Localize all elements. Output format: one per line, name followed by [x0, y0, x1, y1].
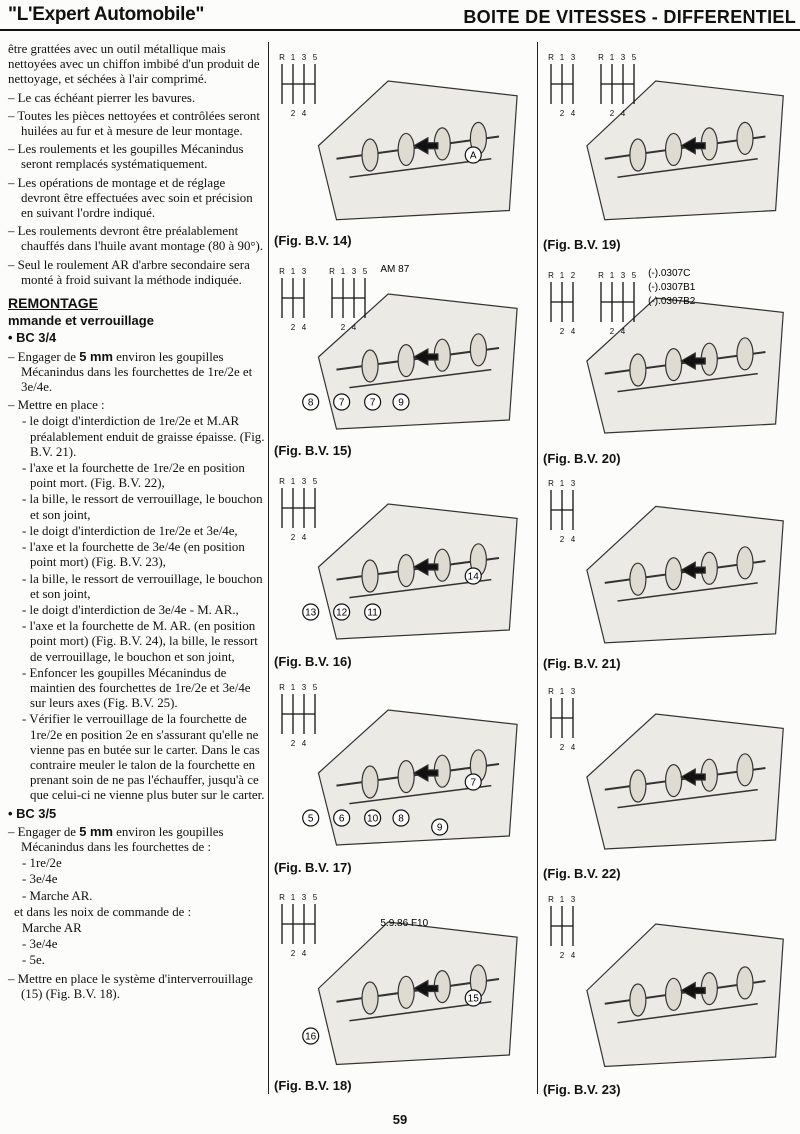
- figure-caption: (Fig. B.V. 15): [274, 443, 352, 458]
- gear-label: 1: [290, 53, 296, 62]
- gear-label: R: [548, 687, 554, 696]
- figure-7: [272, 674, 530, 854]
- callout-label: (-).0307B1: [648, 282, 696, 293]
- figure-illustration: [541, 886, 796, 1076]
- figure-3: [272, 258, 530, 438]
- magazine-title: "L'Expert Automobile": [8, 4, 205, 25]
- figure-illustration: [541, 44, 796, 229]
- fork-part: [666, 978, 682, 1010]
- sub-item-2: - l'axe et la fourchette de 1re/2e en position point mort. (Fig. B.V. 22),: [22, 461, 245, 491]
- gear-label: R: [279, 477, 285, 486]
- heading-bc35: • BC 3/5: [8, 805, 57, 821]
- heading-remontage: REMONTAGE: [8, 295, 98, 312]
- gear-label: 2: [609, 109, 615, 118]
- housing-outline: [318, 710, 517, 845]
- gear-label: 4: [301, 533, 307, 542]
- housing-outline: [318, 294, 517, 429]
- fork-part: [737, 547, 753, 579]
- gear-label: 2: [609, 327, 615, 336]
- figure-illustration: [272, 258, 530, 438]
- gear-label: 4: [351, 323, 357, 332]
- sub-item-4: - le doigt d'interdiction de 1re/2e et 3e/4e,: [22, 523, 238, 538]
- fork-part: [630, 139, 646, 171]
- gear-label: 4: [570, 109, 576, 118]
- gear-grid: [548, 895, 576, 960]
- gear-grid: [548, 271, 637, 336]
- sub-item-7: - le doigt d'interdiction de 3e/4e - M. AR.,: [22, 602, 239, 617]
- fork-part: [666, 133, 682, 165]
- gear-label: R: [279, 53, 285, 62]
- fork-part: [470, 334, 486, 366]
- fork-part: [362, 139, 378, 171]
- callout-label: 10: [367, 813, 379, 825]
- gear-label: 1: [559, 895, 565, 904]
- fork-part: [737, 754, 753, 786]
- fork-part: [666, 558, 682, 590]
- figure-8: [541, 678, 796, 858]
- housing-outline: [587, 506, 783, 643]
- gear-label: 3: [301, 53, 307, 62]
- figure-caption: (Fig. B.V. 21): [543, 656, 621, 671]
- item-deburr: – Le cas échéant pierrer les bavures.: [8, 90, 196, 105]
- sub-item-8: - l'axe et la fourchette de M. AR. (en position point mort) (Fig. B.V. 24), la bille, le ressort de verrouillage, le bouchon et son joint,: [22, 619, 258, 664]
- figure-caption: (Fig. B.V. 17): [274, 860, 352, 875]
- figure-5: [272, 468, 530, 648]
- gear-label: 5: [631, 53, 637, 62]
- gear-label: 2: [290, 323, 296, 332]
- list-item-7: - 5e.: [22, 953, 45, 968]
- fork-part: [666, 349, 682, 381]
- gear-label: 4: [570, 951, 576, 960]
- gearbox-drawing: [318, 81, 517, 220]
- callout-label: 7: [338, 397, 345, 409]
- gear-label: 3: [570, 53, 576, 62]
- figure-caption: (Fig. B.V. 14): [274, 233, 352, 248]
- gear-label: 5: [362, 267, 368, 276]
- gear-label: 5: [312, 53, 318, 62]
- gear-label: 2: [570, 271, 576, 280]
- figure-10: [541, 886, 796, 1076]
- list-item-4: et dans les noix de commande de :: [14, 904, 192, 919]
- callout-label: 9: [398, 397, 404, 409]
- gearbox-drawing: [318, 294, 517, 429]
- gear-label: R: [329, 267, 335, 276]
- gear-label: 5: [631, 271, 637, 280]
- callout-label: 8: [398, 813, 404, 825]
- housing-outline: [587, 298, 783, 433]
- sub-item-6: - la bille, le ressort de verrouillage, le bouchon et son joint,: [22, 571, 263, 601]
- gear-label: 5: [312, 477, 318, 486]
- callout-label: 9: [436, 822, 443, 834]
- gearbox-drawing: [587, 298, 783, 433]
- figure-illustration: [272, 884, 530, 1074]
- heading-bc34: • BC 3/4: [8, 330, 57, 346]
- item-engage-pins-1: – Engager de 5 mm environ les goupilles Mécanindus dans les fourchettes de 1re/2e et 3e/4e.: [8, 348, 253, 395]
- gear-label: 2: [559, 743, 565, 752]
- figure-6: [541, 470, 796, 652]
- figure-illustration: [541, 470, 796, 652]
- fork-part: [630, 563, 646, 595]
- gear-label: 1: [559, 479, 565, 488]
- callout-label: 12: [336, 607, 348, 619]
- item-cold-bearing: – Seul le roulement AR d'arbre secondaire sera monté à froid suivant la méthode indiquée.: [8, 257, 250, 287]
- callout-label: 6: [338, 813, 345, 825]
- housing-outline: [318, 81, 517, 220]
- gearbox-drawing: [587, 506, 783, 643]
- housing-outline: [318, 922, 517, 1065]
- gear-label: R: [279, 893, 285, 902]
- gearbox-drawing: [318, 504, 517, 639]
- figure-2: [541, 44, 796, 229]
- gear-label: 3: [351, 267, 357, 276]
- figure-caption: (Fig. B.V. 18): [274, 1078, 352, 1093]
- gear-label: 3: [301, 477, 307, 486]
- figure-9: [272, 884, 530, 1074]
- gear-label: 2: [559, 951, 565, 960]
- callout-label: 15: [467, 993, 479, 1005]
- gear-label: R: [548, 895, 554, 904]
- callout-label: AM 87: [380, 264, 410, 275]
- figure-4: [541, 262, 796, 442]
- gear-label: 1: [609, 271, 615, 280]
- gear-label: 1: [290, 683, 296, 692]
- gear-label: 4: [620, 327, 626, 336]
- gear-label: 2: [559, 327, 565, 336]
- paragraph-cleaning: être grattées avec un outil métallique mais nettoyées avec un chiffon imbibé d'un produit de nettoyage, et séchées à l'air comprimé.: [8, 42, 260, 87]
- fork-part: [630, 984, 646, 1016]
- gearbox-drawing: [587, 714, 783, 849]
- figure-caption: (Fig. B.V. 20): [543, 451, 621, 466]
- gear-label: 3: [301, 267, 307, 276]
- sub-item-5: - l'axe et la fourchette de 3e/4e (en position point mort) (Fig. B.V. 23),: [22, 540, 245, 570]
- gear-label: R: [598, 271, 604, 280]
- fork-part: [398, 761, 414, 793]
- callout-label: (-).0307C: [648, 268, 691, 279]
- gear-grid: [279, 53, 318, 118]
- fork-part: [362, 560, 378, 592]
- gear-label: 3: [301, 893, 307, 902]
- gear-label: 2: [559, 535, 565, 544]
- callout-label: A: [469, 150, 477, 162]
- gear-grid: [548, 479, 576, 544]
- fork-part: [737, 338, 753, 370]
- text-column: [8, 42, 266, 1002]
- gear-label: R: [548, 53, 554, 62]
- gear-label: 4: [301, 109, 307, 118]
- header-rule: [0, 29, 800, 31]
- gear-grid: [548, 687, 576, 752]
- gear-label: 2: [290, 949, 296, 958]
- item-assembly-order: – Les opérations de montage et de réglage devront être effectuées avec soin et précision en suivant l'ordre indiqué.: [8, 175, 253, 221]
- gear-label: 1: [609, 53, 615, 62]
- gear-label: 2: [340, 323, 346, 332]
- gear-label: 3: [620, 53, 626, 62]
- sub-item-10: - Vérifier le verrouillage de la fourchette de 1re/2e en position 2e en s'assurant qu'elle ne vienne pas en butée sur le carter. Dans le cas contraire meuler le talon de la fourchette en prenant soin de ne pas l'échauffer, jusqu'à ce que celui-ci ne vienne plus buter sur le carter.: [22, 712, 265, 803]
- gear-grid: [279, 893, 318, 958]
- callout-label: 14: [467, 571, 479, 583]
- gear-label: 5: [312, 683, 318, 692]
- item-interlock: – Mettre en place le système d'interverrouillage (15) (Fig. B.V. 18).: [8, 971, 253, 1001]
- fork-part: [362, 766, 378, 798]
- gear-label: 2: [559, 109, 565, 118]
- gear-label: 4: [570, 327, 576, 336]
- fork-part: [737, 122, 753, 154]
- gear-label: 1: [559, 271, 565, 280]
- gear-label: 4: [301, 739, 307, 748]
- sub-item-9: - Enfoncer les goupilles Mécanindus de maintien des fourchettes de 1re/2e et 3e/4e sur leurs axes (Fig. B.V. 25).: [22, 665, 251, 711]
- gear-label: 3: [570, 687, 576, 696]
- gear-grid: [279, 683, 318, 748]
- callout-label: 11: [367, 607, 378, 619]
- list-item-3: - Marche AR.: [22, 888, 93, 903]
- fork-part: [398, 345, 414, 377]
- fork-part: [630, 354, 646, 386]
- gear-label: 4: [620, 109, 626, 118]
- sub-item-1: - le doigt d'interdiction de 1re/2e et M.AR préalablement enduit de graisse épaisse. (Fig. B.V. 21).: [22, 414, 265, 459]
- gear-label: 1: [290, 477, 296, 486]
- gear-label: 4: [570, 535, 576, 544]
- gearbox-drawing: [587, 924, 783, 1067]
- item-bearings-replaced: – Les roulements et les goupilles Mécanindus seront remplacés systématiquement.: [8, 142, 244, 172]
- gearbox-drawing: [318, 922, 517, 1065]
- gear-label: 1: [559, 687, 565, 696]
- callout-label: 5.9.86 F10: [380, 918, 429, 929]
- figure-caption: (Fig. B.V. 19): [543, 237, 621, 252]
- figure-illustration: [541, 678, 796, 858]
- gear-label: 4: [301, 949, 307, 958]
- list-item-5: Marche AR: [22, 920, 82, 935]
- figure-illustration: [272, 468, 530, 648]
- gear-label: 1: [290, 267, 296, 276]
- callout-label: 7: [369, 397, 376, 409]
- page-number: 59: [392, 1112, 408, 1127]
- heading-commande: mmande et verrouillage: [8, 313, 154, 329]
- fork-part: [362, 350, 378, 382]
- gear-label: 3: [570, 479, 576, 488]
- fork-part: [398, 555, 414, 587]
- gear-label: 3: [570, 895, 576, 904]
- gear-label: 1: [340, 267, 346, 276]
- figure-caption: (Fig. B.V. 23): [543, 1082, 621, 1097]
- gear-label: R: [548, 271, 554, 280]
- gear-label: 5: [312, 893, 318, 902]
- item-heated-bearings: – Les roulements devront être préalablement chauffés dans l'huile avant montage (80 à 90°).: [8, 224, 264, 254]
- gear-label: 1: [559, 53, 565, 62]
- gearbox-drawing: [587, 81, 783, 220]
- figure-1: [272, 44, 530, 229]
- item-put-in-place: – Mettre en place :: [8, 398, 105, 413]
- gear-grid: [279, 477, 318, 542]
- item-oiled: – Toutes les pièces nettoyées et contrôlées seront huilées au fur et à mesure de leur montage.: [8, 108, 260, 139]
- housing-outline: [318, 504, 517, 639]
- fork-part: [362, 982, 378, 1014]
- gear-label: 4: [301, 323, 307, 332]
- housing-outline: [587, 81, 783, 220]
- figure-illustration: [272, 44, 530, 229]
- gear-label: 3: [301, 683, 307, 692]
- callout-label: 13: [305, 607, 317, 619]
- gear-grid: [548, 53, 637, 118]
- housing-outline: [587, 714, 783, 849]
- sub-item-3: - la bille, le ressort de verrouillage, le bouchon et son joint,: [22, 492, 263, 522]
- list-item-2: - 3e/4e: [22, 872, 58, 887]
- gear-label: 4: [570, 743, 576, 752]
- column-rule-1: [268, 42, 269, 1094]
- gear-label: 2: [290, 109, 296, 118]
- gear-label: R: [279, 683, 285, 692]
- gear-label: R: [279, 267, 285, 276]
- callout-label: 5: [307, 813, 314, 825]
- page-header: [0, 0, 800, 34]
- figure-caption: (Fig. B.V. 16): [274, 654, 352, 669]
- figure-illustration: [541, 262, 796, 442]
- callout-label: (-).0307B2: [648, 296, 696, 307]
- item-engage-pins-2: – Engager de 5 mm environ les goupilles Mécanindus dans les fourchettes de :: [8, 823, 224, 854]
- gearbox-drawing: [318, 710, 517, 845]
- fork-part: [398, 976, 414, 1008]
- callout-label: 16: [305, 1031, 317, 1043]
- callout-label: 8: [307, 397, 314, 409]
- callout-label: 7: [470, 777, 477, 789]
- fork-part: [737, 967, 753, 999]
- fork-part: [630, 770, 646, 802]
- gear-label: 2: [290, 533, 296, 542]
- fork-part: [666, 765, 682, 797]
- housing-outline: [587, 924, 783, 1067]
- figure-illustration: [272, 674, 530, 854]
- list-item-6: - 3e/4e: [22, 937, 58, 952]
- section-title: BOITE DE VITESSES - DIFFERENTIEL: [463, 7, 796, 27]
- column-rule-2: [537, 42, 538, 1094]
- gear-label: 3: [620, 271, 626, 280]
- list-item-1: - 1re/2e: [22, 856, 62, 871]
- gear-label: R: [548, 479, 554, 488]
- fork-part: [398, 133, 414, 165]
- gear-label: 2: [290, 739, 296, 748]
- figure-caption: (Fig. B.V. 22): [543, 866, 621, 881]
- gear-label: R: [598, 53, 604, 62]
- gear-grid: [279, 267, 368, 332]
- gear-label: 1: [290, 893, 296, 902]
